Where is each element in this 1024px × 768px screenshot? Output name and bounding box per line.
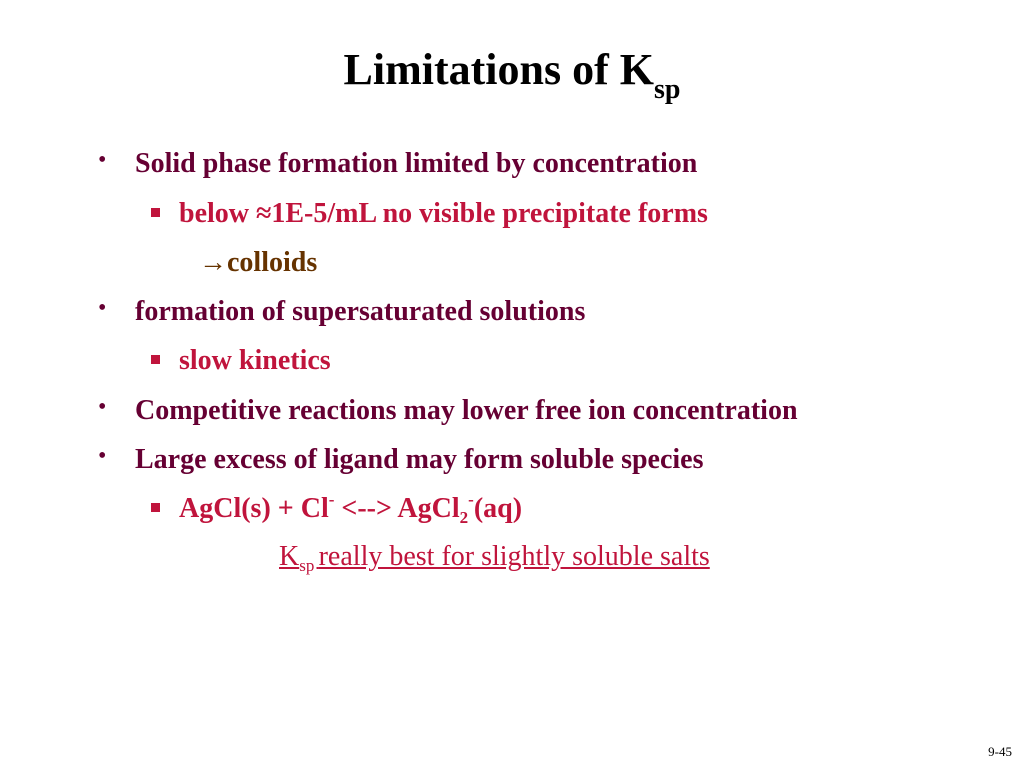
ksp-note-text: really best for slightly soluble salts bbox=[318, 541, 710, 572]
colloids-text: colloids bbox=[227, 247, 318, 278]
bullet-item-competitive: Competitive reactions may lower free ion concentration bbox=[135, 395, 798, 426]
bullet-item-solid-phase: Solid phase formation limited by concentration bbox=[135, 148, 698, 179]
bullet-dot-icon: • bbox=[98, 443, 107, 469]
ksp-k: K bbox=[279, 541, 300, 572]
slide-title bbox=[0, 42, 1024, 104]
bullet-item-supersaturated: formation of supersaturated solutions bbox=[135, 296, 586, 327]
sub-item-agcl-equation: AgCl(s) + Cl- <--> AgCl$_2$-(aq) bbox=[179, 490, 523, 527]
sub-item-slow-kinetics: slow kinetics bbox=[179, 345, 331, 376]
arrow-right-icon: → bbox=[199, 247, 227, 278]
bullet-dot-icon: • bbox=[98, 147, 107, 173]
bullet-dot-icon: • bbox=[98, 295, 107, 321]
square-bullet-icon bbox=[151, 503, 160, 512]
title-main: Limitations of K bbox=[343, 45, 654, 94]
ksp-subscript: sp bbox=[299, 556, 319, 575]
square-bullet-icon bbox=[151, 355, 160, 364]
page-number: 9-45 bbox=[988, 744, 1012, 759]
sub-item-colloids bbox=[199, 246, 317, 280]
bullet-dot-icon: • bbox=[98, 394, 107, 420]
square-bullet-icon bbox=[151, 208, 160, 217]
title-subscript: sp bbox=[653, 74, 681, 105]
ksp-note bbox=[279, 540, 710, 577]
bullet-item-ligand-excess: Large excess of ligand may form soluble species bbox=[135, 444, 704, 475]
sub-item-below-precipitate: below ≈1E-5/mL no visible precipitate forms bbox=[179, 198, 708, 229]
